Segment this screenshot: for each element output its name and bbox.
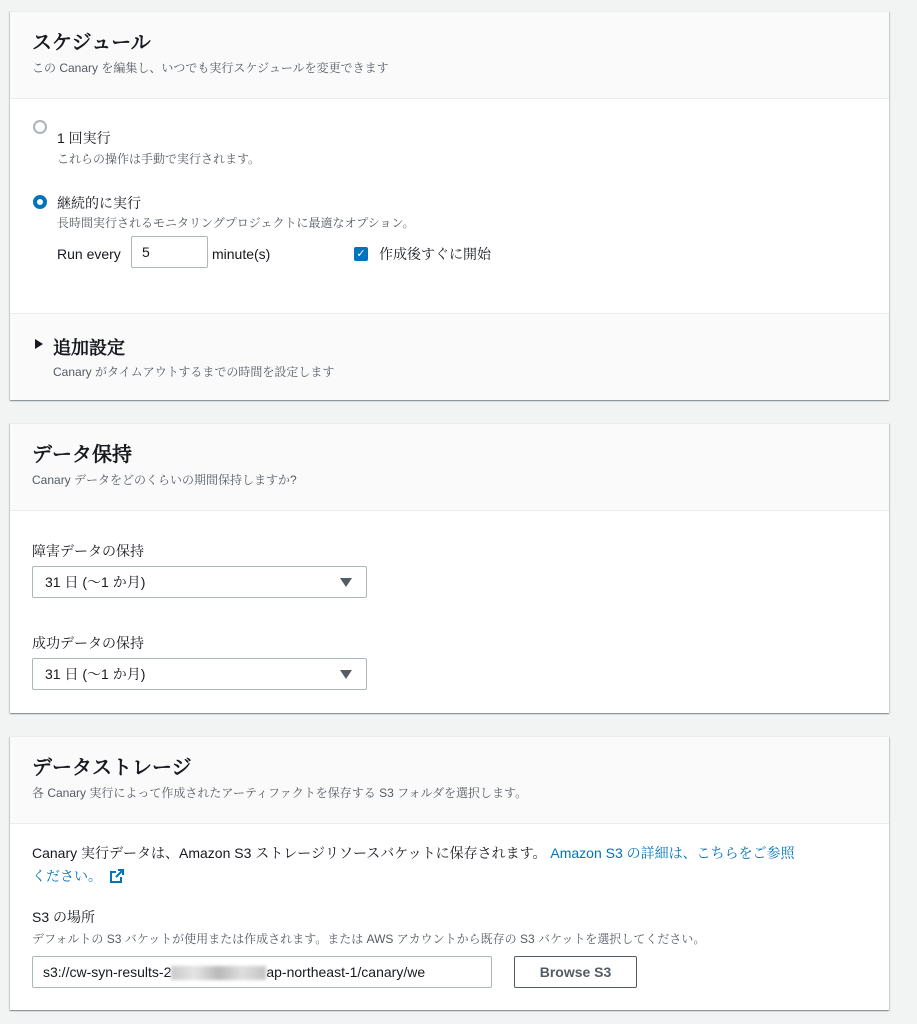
caret-down-icon	[340, 578, 352, 587]
check-icon: ✓	[356, 248, 366, 260]
failure-retention-select[interactable]	[32, 566, 367, 598]
run-every-label: Run every	[57, 246, 121, 262]
failure-retention-label: 障害データの保持	[32, 543, 144, 559]
browse-s3-button[interactable]: Browse S3	[514, 956, 637, 988]
storage-description: 各 Canary 実行によって作成されたアーティファクトを保存する S3 フォルダを選択します。	[32, 786, 528, 800]
run-continuously-radio[interactable]	[33, 195, 47, 209]
storage-info-text: Canary 実行データは、Amazon S3 ストレージリソースバケットに保存されます。	[32, 845, 547, 861]
run-every-input[interactable]	[131, 236, 208, 268]
additional-settings-title[interactable]: 追加設定	[53, 338, 125, 358]
redacted-region	[171, 966, 266, 980]
failure-retention-value: 31 日 (〜1 か月)	[45, 574, 146, 590]
triangle-right-icon[interactable]	[35, 339, 43, 349]
success-retention-value: 31 日 (〜1 か月)	[45, 666, 146, 682]
storage-title: データストレージ	[32, 757, 192, 779]
additional-settings-section	[10, 313, 889, 400]
unit-label: minute(s)	[212, 246, 271, 262]
run-once-radio[interactable]	[33, 120, 47, 134]
caret-down-icon	[340, 670, 352, 679]
schedule-header	[10, 12, 889, 99]
amazon-s3-details-link-cont[interactable]: ください。	[32, 868, 102, 884]
run-once-description: これらの操作は手動で実行されます。	[57, 152, 261, 166]
s3-value-prefix: s3://cw-syn-results-2	[43, 964, 172, 980]
success-retention-select[interactable]	[32, 658, 367, 690]
amazon-s3-details-link[interactable]: Amazon S3 の詳細は、こちらをご参照	[550, 845, 795, 861]
success-retention-label: 成功データの保持	[32, 635, 144, 651]
s3-location-input[interactable]	[32, 956, 492, 988]
s3-location-hint: デフォルトの S3 バケットが使用または作成されます。または AWS アカウントから既存の S3 バケットを選択してください。	[32, 932, 706, 946]
run-continuously-label[interactable]: 継続的に実行	[57, 195, 141, 211]
retention-panel	[10, 423, 889, 713]
retention-header	[10, 424, 889, 511]
storage-panel	[10, 736, 889, 1010]
s3-location-label: S3 の場所	[32, 909, 96, 925]
s3-value-suffix: ap-northeast-1/canary/we	[266, 964, 426, 980]
additional-settings-description: Canary がタイムアウトするまでの時間を設定します	[53, 365, 335, 379]
retention-description: Canary データをどのくらいの期間保持しますか?	[32, 473, 297, 487]
storage-info	[32, 842, 877, 888]
run-once-label[interactable]: 1 回実行	[57, 130, 111, 146]
schedule-panel	[10, 11, 889, 400]
external-link-icon[interactable]	[110, 869, 124, 883]
retention-title: データ保持	[32, 444, 132, 466]
run-continuously-description: 長時間実行されるモニタリングプロジェクトに最適なオプション。	[57, 216, 415, 230]
schedule-title: スケジュール	[32, 32, 151, 54]
schedule-description: この Canary を編集し、いつでも実行スケジュールを変更できます	[32, 61, 389, 75]
start-after-create-label[interactable]: 作成後すぐに開始	[379, 246, 491, 262]
start-after-create-checkbox[interactable]	[354, 247, 368, 261]
storage-header	[10, 737, 889, 824]
